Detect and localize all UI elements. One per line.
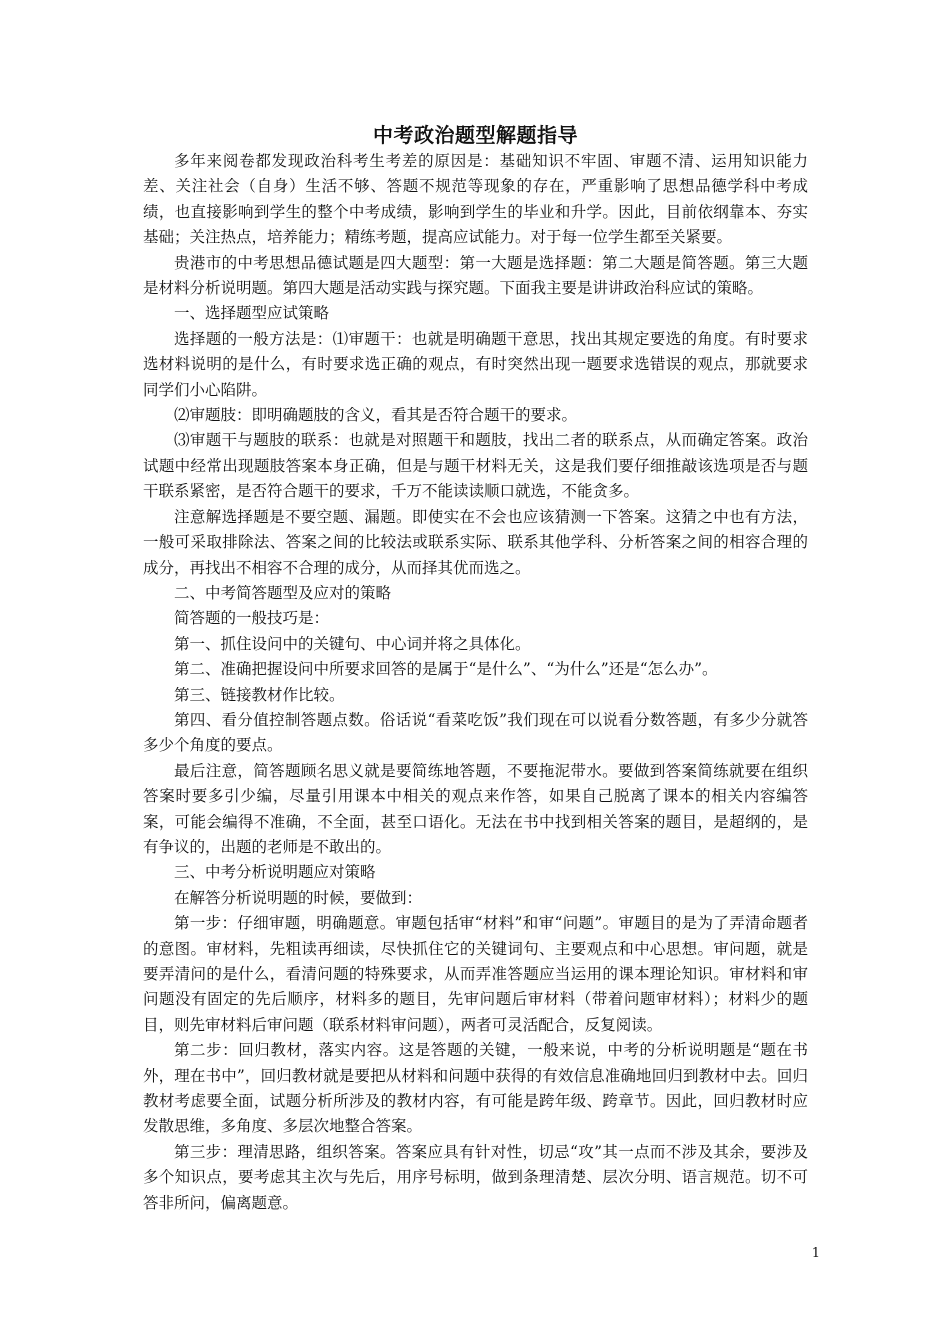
paragraph-choice-options: ⑵审题肢：即明确题肢的含义，看其是否符合题干的要求。 xyxy=(174,406,578,425)
paragraph-tip-3: 第三、链接教材作比较。 xyxy=(174,685,345,704)
paragraph-analysis-intro: 在解答分析说明题的时候，要做到： xyxy=(174,888,423,907)
paragraph-choice-method: 选择题的一般方法是：⑴审题干：也就是明确题干意思，找出其规定要选的角度。有时要求选材料说明的是什么，有时要求选正确的观点，有时突然出现一题要求选错误的观点，那就要求同学们小心陷阱。 xyxy=(143,329,808,399)
paragraph-intro: 多年来阅卷都发现政治科考生考差的原因是：基础知识不牢固、审题不清、运用知识能力差、关注社会（自身）生活不够、答题不规范等现象的存在，严重影响了思想品德学科中考成绩，也直接影响到学生的整个中考成绩，影响到学生的毕业和升学。因此，目前依纲靠本、夯实基础；关注热点，培养能力；精练考题，提高应试能力。对于每一位学生都至关紧要。 xyxy=(143,152,808,247)
document-body xyxy=(143,121,808,1216)
paragraph-tip-4: 第四、看分值控制答题点数。俗话说“看菜吃饭”我们现在可以说看分数答题，有多少分就答多少个角度的要点。 xyxy=(143,710,808,755)
paragraph-choice-relation: ⑶审题干与题肢的联系：也就是对照题干和题肢，找出二者的联系点，从而确定答案。政治试题中经常出现题肢答案本身正确，但是与题干材料无关，这是我们要仔细推敲该选项是否与题干联系紧密，是否符合题干的要求，千万不能读读顺口就选，不能贪多。 xyxy=(143,431,808,501)
paragraph-short-answer-tips: 简答题的一般技巧是： xyxy=(174,609,330,628)
section-heading-choice: 一、选择题型应试策略 xyxy=(174,304,330,323)
page-number: 1 xyxy=(811,1246,820,1261)
section-heading-short-answer: 二、中考简答题型及应对的策略 xyxy=(174,583,392,602)
paragraph-short-answer-note: 最后注意，简答题顾名思义就是要简练地答题，不要拖泥带水。要做到答案简练就要在组织答案时要多引少编，尽量引用课本中相关的观点来作答，如果自己脱离了课本的相关内容编答案，可能会编得不准确，不全面，甚至口语化。无法在书中找到相关答案的题目，是超纲的，是有争议的，出题的老师是不敢出的。 xyxy=(143,761,808,856)
document-title: 中考政治题型解题指导 xyxy=(373,123,578,147)
paragraph-step-1: 第一步：仔细审题，明确题意。审题包括审“材料”和审“问题”。审题目的是为了弄清命题者的意图。审材料，先粗读再细读，尽快抓住它的关键词句、主要观点和中心思想。审问题，就是要弄清问的是什么，看清问题的特殊要求，从而弄准答题应当运用的课本理论知识。审材料和审问题没有固定的先后顺序，材料多的题目，先审问题后审材料（带着问题审材料）；材料少的题目，则先审材料后审问题（联系材料审问题），两者可灵活配合，反复阅读。 xyxy=(143,914,808,1034)
paragraph-tip-1: 第一、抓住设问中的关键句、中心词并将之具体化。 xyxy=(174,634,531,653)
paragraph-tip-2: 第二、准确把握设问中所要求回答的是属于“是什么”、“为什么”还是“怎么办”。 xyxy=(174,660,718,679)
paragraph-step-2: 第二步：回归教材，落实内容。这是答题的关键，一般来说，中考的分析说明题是“题在书外，理在书中”，回归教材就是要把从材料和问题中获得的有效信息准确地回归到教材中去。回归教材考虑要全面，试题分析所涉及的教材内容，有可能是跨年级、跨章节。因此，回归教材时应发散思维，多角度、多层次地整合答案。 xyxy=(143,1041,808,1136)
section-heading-analysis: 三、中考分析说明题应对策略 xyxy=(174,863,376,882)
paragraph-choice-note: 注意解选择题是不要空题、漏题。即使实在不会也应该猜测一下答案。这猜之中也有方法，一般可采取排除法、答案之间的比较法或联系实际、联系其他学科、分析答案之间的相容合理的成分，再找出不相容不合理的成分，从而择其优而选之。 xyxy=(143,507,808,577)
paragraph-step-3: 第三步：理清思路，组织答案。答案应具有针对性，切忌“攻”其一点而不涉及其余，要涉及多个知识点，要考虑其主次与先后，用序号标明，做到条理清楚、层次分明、语言规范。切不可答非所问，偏离题意。 xyxy=(143,1142,808,1212)
paragraph-exam-structure: 贵港市的中考思想品德试题是四大题型：第一大题是选择题：第二大题是简答题。第三大题是材料分析说明题。第四大题是活动实践与探究题。下面我主要是讲讲政治科应试的策略。 xyxy=(143,253,808,298)
